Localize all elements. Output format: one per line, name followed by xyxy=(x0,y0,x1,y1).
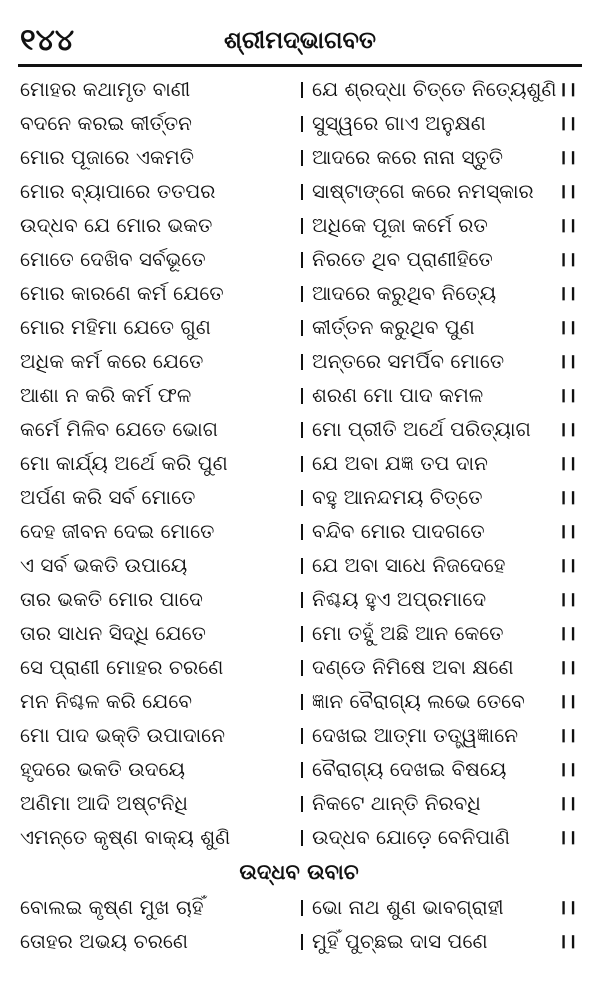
half-verse-bar xyxy=(301,490,303,506)
verse-second-half: ଶରଣ ମୋ ପାଦ କମଳ xyxy=(312,383,484,407)
half-verse-bar xyxy=(301,900,303,916)
verse-end-mark: ।। xyxy=(558,621,578,645)
verse-end-mark: ।। xyxy=(558,179,578,203)
half-verse-bar xyxy=(301,286,303,302)
verse-line-15 xyxy=(20,548,578,582)
half-verse-bar xyxy=(301,150,303,166)
verse-end-mark: ।। xyxy=(558,757,578,781)
verse-second-half: ବହୁ ଆନନ୍ଦମୟ ଚିତ୍ତେ xyxy=(312,485,483,509)
verse-line-12 xyxy=(20,446,578,480)
verse-first-half: ମୋର ପୂଜାରେ ଏକମତି xyxy=(20,145,194,169)
half-verse-bar xyxy=(301,934,303,950)
verse-end-mark: ।। xyxy=(558,77,578,101)
verse-second-half: ଜ୍ଞାନ ବୈରାଗ୍ୟ ଲଭେ ତେବେ xyxy=(312,689,525,713)
verse-end-mark: ।। xyxy=(558,349,578,373)
half-verse-bar xyxy=(301,354,303,370)
verse-line-4 xyxy=(20,174,578,208)
verse-end-mark: ।। xyxy=(558,791,578,815)
verse-first-half: ମୋ ପାଦ ଭକ୍ତି ଉପାଦାନେ xyxy=(20,723,225,747)
half-verse-bar xyxy=(301,728,303,744)
verse-end-mark: ।। xyxy=(558,655,578,679)
half-verse-bar xyxy=(301,796,303,812)
verse-end-mark: ।। xyxy=(558,553,578,577)
verse-line-23 xyxy=(20,820,578,854)
verse-second-half: ବୈରାଗ୍ୟ ଦେଖଇ ବିଷୟେ xyxy=(312,757,507,781)
verse-end-mark: ।। xyxy=(558,145,578,169)
half-verse-bar xyxy=(301,830,303,846)
verse-end-mark: ।। xyxy=(558,895,578,919)
verse-second-half: ଯେ ଶ୍ରଦ୍ଧା ଚିତ୍ତେ ନିତ୍ୟେଶୁଣି xyxy=(312,77,556,101)
verse-end-mark: ।। xyxy=(558,383,578,407)
verse-second-half: ଯେ ଅବା ଯଜ୍ଞ ତପ ଦାନ xyxy=(312,451,488,475)
verse-first-half: ମନ ନିଶ୍ଚଳ କରି ଯେବେ xyxy=(20,689,192,713)
verse-line-2 xyxy=(20,106,578,140)
verse-line-6 xyxy=(20,242,578,276)
verse-second-half: ନିକଟେ ଥାନ୍ତି ନିରବଧି xyxy=(312,791,481,815)
half-verse-bar xyxy=(301,116,303,132)
page-header xyxy=(18,22,582,62)
verse-block xyxy=(20,72,578,958)
verse-second-half: ମୋ ପ୍ରୀତି ଅର୍ଥେ ପରିତ୍ୟାଗ xyxy=(312,417,531,441)
section-heading: ଉଦ୍ଧବ ଉବାଚ xyxy=(239,860,359,884)
running-title: ଶ୍ରୀମଦ୍ଭାଗବତ xyxy=(223,26,376,54)
verse-first-half: ଅଣିମା ଆଦି ଅଷ୍ଟନିଧି xyxy=(20,791,188,815)
verse-second-half: ଅଧିକେ ପୂଜା କର୍ମେ ରତ xyxy=(312,213,488,237)
verse-end-mark: ।। xyxy=(558,723,578,747)
verse-line-17 xyxy=(20,616,578,650)
verse-second-half: ଯେ ଅବା ସାଧେ ନିଜଦେହେ xyxy=(312,553,506,577)
verse-line-8 xyxy=(20,310,578,344)
half-verse-bar xyxy=(301,592,303,608)
verse-second-half: କୀର୍ତ୍ତନ କରୁଥିବ ପୁଣ xyxy=(312,315,475,339)
verse-second-half: ଆଦରେ କରୁଥିବ ନିତ୍ୟେ xyxy=(312,281,497,305)
verse-first-half: ଏମନ୍ତେ କୃଷ୍ଣ ବାକ୍ୟ ଶୁଣି xyxy=(20,825,231,849)
verse-first-half: ବଦନେ କରଇ କୀର୍ତ୍ତନ xyxy=(20,111,192,135)
verse-first-half: ମୋର ମହିମା ଯେତେ ଗୁଣ xyxy=(20,315,211,339)
verse-second-half: ନିଶ୍ଚୟ ହୁଏ ଅପ୍ରମାଦେ xyxy=(312,587,487,611)
verse-line-9 xyxy=(20,344,578,378)
half-verse-bar xyxy=(301,388,303,404)
verse-end-mark: ।। xyxy=(558,247,578,271)
verse-first-half: ମୋତେ ଦେଖିବ ସର୍ବଭୂତେ xyxy=(20,247,206,271)
half-verse-bar xyxy=(301,184,303,200)
verse-second-half: ମୋ ତହୁଁ ଅଛି ଆନ କେତେ xyxy=(312,621,504,645)
verse-first-half: କର୍ମେ ମିଳିବ ଯେତେ ଭୋଗ xyxy=(20,417,219,441)
half-verse-bar xyxy=(301,320,303,336)
verse-end-mark: ।। xyxy=(558,111,578,135)
verse-first-half: ତାର ଭକତି ମୋର ପାଦେ xyxy=(20,587,203,611)
verse-line-3 xyxy=(20,140,578,174)
verse-end-mark: ।। xyxy=(558,519,578,543)
verse-end-mark: ।। xyxy=(558,451,578,475)
verse-first-half: ଦେହ ଜୀବନ ଦେଇ ମୋତେ xyxy=(20,519,215,543)
verse-end-mark: ।। xyxy=(558,929,578,953)
verse-first-half: ଏ ସର୍ବ ଭକତି ଉପାୟେ xyxy=(20,553,188,577)
verse-second-half: ଅନ୍ତରେ ସମର୍ପିବ ମୋତେ xyxy=(312,349,505,373)
verse-second-half: ଦେଖଇ ଆତ୍ମା ତତ୍ତ୍ୱଜ୍ଞାନେ xyxy=(312,723,519,747)
half-verse-bar xyxy=(301,558,303,574)
verse-first-half: ଉଦ୍ଧବ ଯେ ମୋର ଭକତ xyxy=(20,213,213,237)
verse-second-half: ସୁସ୍ୱରେ ଗାଏ ଅନୁକ୍ଷଣ xyxy=(312,111,486,135)
verse-end-mark: ।। xyxy=(558,417,578,441)
verse-line-25 xyxy=(20,924,578,958)
verse-first-half: ମୋର ବ୍ୟାପାରେ ତତପର xyxy=(20,179,216,203)
verse-line-11 xyxy=(20,412,578,446)
verse-line-24 xyxy=(20,890,578,924)
verse-end-mark: ।। xyxy=(558,281,578,305)
verse-line-14 xyxy=(20,514,578,548)
verse-second-half: ଦଣ୍ଡେ ନିମିଷେ ଅବା କ୍ଷଣେ xyxy=(312,655,514,679)
verse-first-half: ମୋହର କଥାମୃତ ବାଣୀ xyxy=(20,77,191,101)
verse-second-half: ବନ୍ଦିବ ମୋର ପାଦଗତେ xyxy=(312,519,485,543)
verse-line-20 xyxy=(20,718,578,752)
verse-end-mark: ।। xyxy=(558,315,578,339)
verse-second-half: ଆଦରେ କରେ ନାନା ସ୍ତୁତି xyxy=(312,145,504,169)
half-verse-bar xyxy=(301,694,303,710)
half-verse-bar xyxy=(301,660,303,676)
verse-end-mark: ।। xyxy=(558,587,578,611)
half-verse-bar xyxy=(301,456,303,472)
verse-first-half: ତାର ସାଧନ ସିଦ୍ଧି ଯେତେ xyxy=(20,621,206,645)
verse-line-1 xyxy=(20,72,578,106)
verse-first-half: ତୋହର ଅଭୟ ଚରଣେ xyxy=(20,929,188,953)
verse-line-5 xyxy=(20,208,578,242)
verse-line-22 xyxy=(20,786,578,820)
verse-first-half: ଆଶା ନ କରି କର୍ମ ଫଳ xyxy=(20,383,192,407)
half-verse-bar xyxy=(301,524,303,540)
verse-second-half: ସାଷ୍ଟାଙ୍ଗେ କରେ ନମସ୍କାର xyxy=(312,179,534,203)
verse-first-half: ହୃଦରେ ଭକତି ଉଦୟେ xyxy=(20,757,186,781)
verse-end-mark: ।। xyxy=(558,485,578,509)
verse-second-half: ଉଦ୍ଧବ ଯୋଡ଼େ ବେନିପାଣି xyxy=(312,825,510,849)
verse-line-13 xyxy=(20,480,578,514)
half-verse-bar xyxy=(301,762,303,778)
verse-line-21 xyxy=(20,752,578,786)
half-verse-bar xyxy=(301,82,303,98)
verse-line-16 xyxy=(20,582,578,616)
verse-first-half: ଅଧିକ କର୍ମ କରେ ଯେତେ xyxy=(20,349,204,373)
header-rule xyxy=(18,64,582,67)
half-verse-bar xyxy=(301,626,303,642)
verse-end-mark: ।। xyxy=(558,825,578,849)
half-verse-bar xyxy=(301,252,303,268)
verse-second-half: ନିରତେ ଥିବ ପ୍ରାଣୀହିତେ xyxy=(312,247,493,271)
verse-first-half: ଅର୍ପଣ କରି ସର୍ବ ମୋତେ xyxy=(20,485,196,509)
verse-first-half: ବୋଲଇ କୃଷ୍ଣ ମୁଖ ଚାହିଁ xyxy=(20,895,204,919)
verse-line-18 xyxy=(20,650,578,684)
verse-line-7 xyxy=(20,276,578,310)
verse-first-half: ସେ ପ୍ରାଣୀ ମୋହର ଚରଣେ xyxy=(20,655,224,679)
verse-first-half: ମୋର କାରଣେ କର୍ମ ଯେତେ xyxy=(20,281,224,305)
verse-line-10 xyxy=(20,378,578,412)
verse-second-half: ଭୋ ନାଥ ଶୁଣ ଭାବଗ୍ରାହୀ xyxy=(312,895,504,919)
verse-first-half: ମୋ କାର୍ଯ୍ୟ ଅର୍ଥେ କରି ପୁଣ xyxy=(20,451,228,475)
page-number: ୧୪୪ xyxy=(20,23,75,58)
verse-line-19 xyxy=(20,684,578,718)
verse-end-mark: ।। xyxy=(558,689,578,713)
verse-second-half: ମୁହିଁ ପୁଚ୍ଛଇ ଦାସ ପଣେ xyxy=(312,929,488,953)
half-verse-bar xyxy=(301,422,303,438)
verse-end-mark: ।। xyxy=(558,213,578,237)
half-verse-bar xyxy=(301,218,303,234)
